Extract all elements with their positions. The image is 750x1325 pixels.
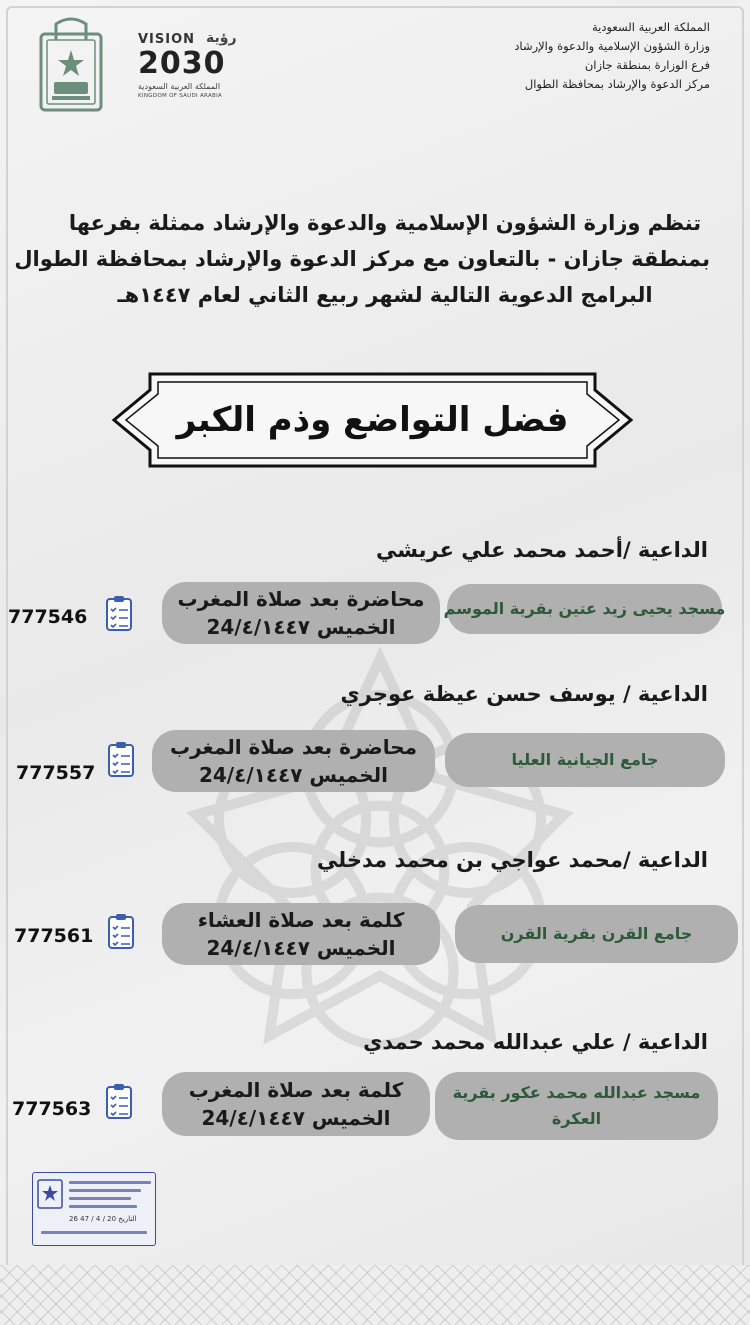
location-pill bbox=[435, 1072, 718, 1140]
program-text: محاضرة بعد صلاة المغرب bbox=[177, 587, 425, 611]
program-text: كلمة بعد صلاة المغرب bbox=[188, 1078, 404, 1102]
vision-label-ar: رؤية bbox=[206, 30, 237, 46]
program-pill bbox=[152, 730, 435, 792]
stamp-number: 26 التاريخ 20 / 4 / 47 bbox=[69, 1215, 137, 1223]
vision-2030-logo bbox=[128, 32, 248, 102]
clipboard-checklist-icon bbox=[106, 740, 136, 778]
program-text: محاضرة بعد صلاة المغرب bbox=[169, 735, 418, 759]
preacher-name: الداعية /أحمد محمد علي عريشي bbox=[376, 538, 708, 562]
ministry-emblem-icon bbox=[38, 14, 104, 114]
intro-line: بمنطقة جازان - بالتعاون مع مركز الدعوة والإرشاد بمحافظة الطوال bbox=[14, 247, 710, 271]
location-pill bbox=[455, 905, 738, 963]
stamp-emblem-icon bbox=[37, 1179, 63, 1209]
intro-paragraph bbox=[14, 205, 710, 313]
official-stamp bbox=[32, 1172, 156, 1246]
ministry-line: المملكة العربية السعودية bbox=[592, 20, 710, 34]
vision-subtitle-en: KINGDOM OF SAUDI ARABIA bbox=[138, 93, 223, 99]
location-pill bbox=[443, 584, 726, 634]
preacher-name: الداعية / يوسف حسن عيظة عوجري bbox=[340, 682, 708, 706]
program-pill bbox=[162, 1072, 430, 1136]
program-code: 777563 bbox=[12, 1098, 92, 1120]
program-pill bbox=[162, 903, 440, 965]
vision-year: 2030 bbox=[138, 46, 226, 81]
ministry-line: مركز الدعوة والإرشاد بمحافظة الطوال bbox=[524, 77, 710, 91]
location-text: العكرة bbox=[551, 1109, 602, 1128]
page-title: فضل التواضع وذم الكبر bbox=[176, 400, 569, 440]
program-code: 777557 bbox=[16, 762, 96, 784]
location-text: جامع القرن بقرية القرن bbox=[500, 924, 693, 943]
location-text: مسجد عبدالله محمد عكور بقرية bbox=[452, 1083, 701, 1102]
clipboard-checklist-icon bbox=[104, 1082, 134, 1120]
preacher-name: الداعية /محمد عواجي بن محمد مدخلي bbox=[317, 848, 708, 872]
bottom-pattern-border bbox=[0, 1265, 750, 1325]
program-date: الخميس 24/٤/١٤٤٧ bbox=[206, 615, 396, 639]
clipboard-checklist-icon bbox=[106, 912, 136, 950]
program-date: الخميس 24/٤/١٤٤٧ bbox=[198, 763, 389, 787]
location-pill bbox=[445, 733, 725, 787]
ministry-line: وزارة الشؤون الإسلامية والدعوة والإرشاد bbox=[514, 39, 710, 53]
preacher-name: الداعية / علي عبدالله محمد حمدي bbox=[363, 1030, 708, 1054]
vision-label: VISION bbox=[138, 32, 196, 47]
location-text: جامع الجيانية العليا bbox=[511, 750, 659, 769]
program-code: 777561 bbox=[14, 925, 94, 947]
program-date: الخميس 24/٤/١٤٤٧ bbox=[201, 1106, 391, 1130]
vision-subtitle-ar: المملكة العربية السعودية bbox=[138, 82, 221, 91]
intro-line: البرامج الدعوية التالية لشهر ربيع الثاني لعام ١٤٤٧هـ bbox=[117, 283, 653, 307]
clipboard-checklist-icon bbox=[104, 594, 134, 632]
ministry-line: فرع الوزارة بمنطقة جازان bbox=[584, 58, 710, 72]
location-text: مسجد يحيى زيد عتين بقرية الموسم bbox=[443, 599, 726, 618]
program-date: الخميس 24/٤/١٤٤٧ bbox=[206, 936, 396, 960]
program-pill bbox=[162, 582, 440, 644]
intro-line: تنظم وزارة الشؤون الإسلامية والدعوة والإرشاد ممثلة بفرعها bbox=[68, 211, 702, 235]
ministry-header bbox=[450, 18, 710, 94]
program-text: كلمة بعد صلاة العشاء bbox=[197, 908, 405, 932]
program-code: 777546 bbox=[8, 606, 88, 628]
